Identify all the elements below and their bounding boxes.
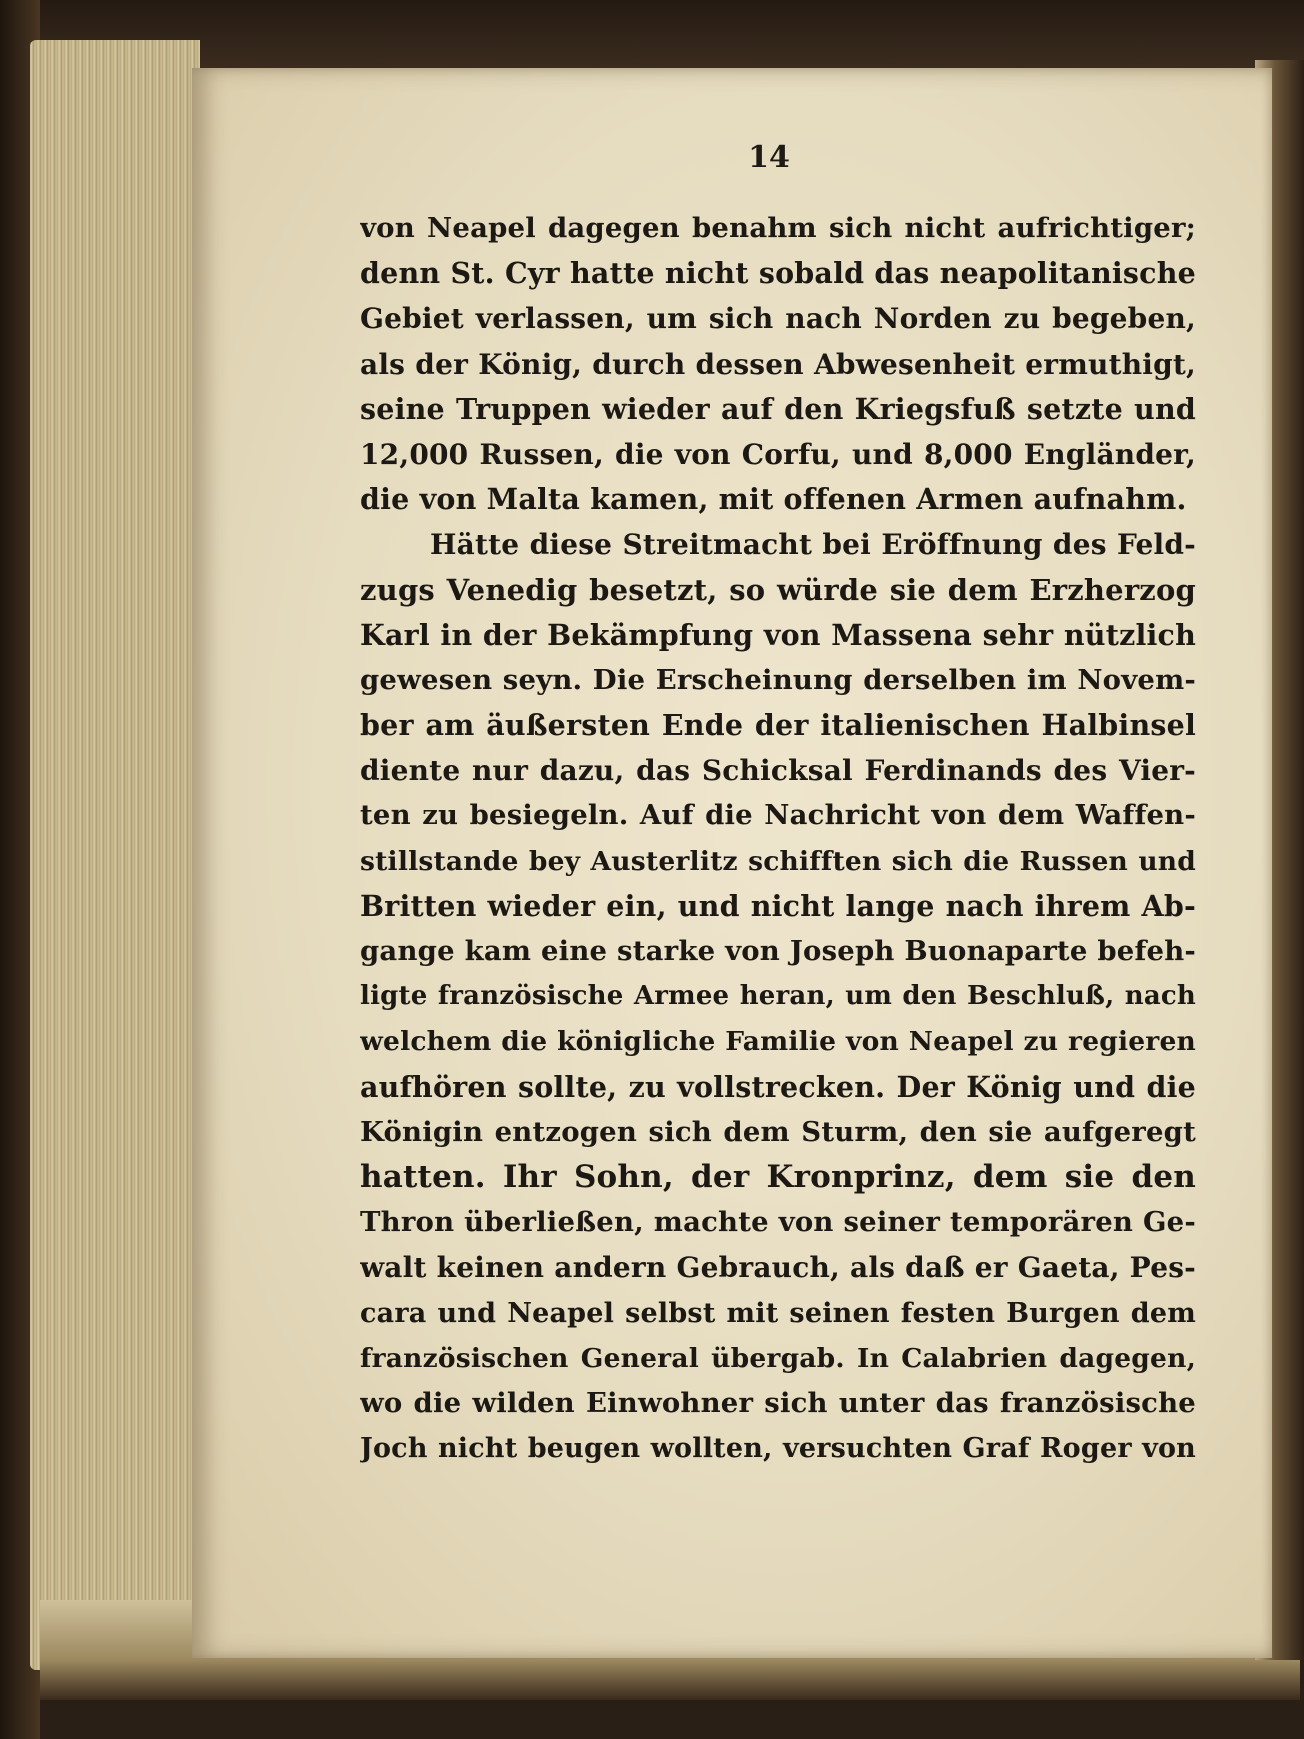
- text-line: zugs Venedig besetzt, so würde sie dem Erzherzog: [360, 572, 1196, 607]
- text-line: 12,000 Russen, die von Corfu, und 8,000 Engländer,: [360, 437, 1196, 471]
- text-line: ten zu besiegeln. Auf die Nachricht von dem Waffen-: [360, 799, 1196, 832]
- text-line: als der König, durch dessen Abwesenheit ermuthigt,: [360, 347, 1196, 381]
- text-line: Karl in der Bekämpfung von Massena sehr nützlich: [360, 617, 1196, 652]
- text-line: ber am äußersten Ende der italienischen Halbinsel: [360, 708, 1196, 743]
- text-line: denn St. Cyr hatte nicht sobald das neapolitanische: [360, 256, 1196, 291]
- text-line: cara und Neapel selbst mit seinen festen Burgen dem: [360, 1297, 1196, 1329]
- text-line: walt keinen andern Gebrauch, als daß er Gaeta, Pes-: [360, 1251, 1196, 1285]
- text-line: gange kam eine starke von Joseph Buonaparte befeh-: [360, 935, 1196, 967]
- text-line: Gebiet verlassen, um sich nach Norden zu begeben,: [360, 302, 1196, 336]
- text-line: Thron überließen, machte von seiner temporären Ge-: [360, 1206, 1196, 1239]
- body-text: [360, 206, 1196, 1471]
- page-edges-stack: [30, 40, 200, 1670]
- text-line: stillstande bey Austerlitz schifften sich die Russen und: [360, 845, 1196, 877]
- text-line: Joch nicht beugen wollten, versuchten Graf Roger von: [360, 1433, 1196, 1465]
- text-line: gewesen seyn. Die Erscheinung derselben im Novem-: [360, 663, 1196, 696]
- text-line: ligte französische Armee heran, um den Beschluß, nach: [360, 981, 1196, 1012]
- text-line: Königin entzogen sich dem Sturm, den sie aufgeregt: [360, 1115, 1196, 1148]
- text-line: aufhören sollte, zu vollstrecken. Der König und die: [360, 1069, 1196, 1104]
- text-line: die von Malta kamen, mit offenen Armen aufnahm.: [360, 482, 1187, 517]
- text-line: seine Truppen wieder auf den Kriegsfuß setzte und: [360, 391, 1196, 426]
- text-line: wo die wilden Einwohner sich unter das französische: [360, 1386, 1196, 1419]
- text-line: französischen General übergab. In Calabrien dagegen,: [360, 1342, 1196, 1374]
- text-line: Hätte diese Streitmacht bei Eröffnung des Feld-: [430, 528, 1196, 562]
- text-line: von Neapel dagegen benahm sich nicht aufrichtiger;: [360, 212, 1196, 244]
- page-number: 14: [748, 140, 790, 175]
- text-line: welchem die königliche Familie von Neapel zu regieren: [360, 1026, 1196, 1058]
- text-line: diente nur dazu, das Schicksal Ferdinands des Vier-: [360, 754, 1196, 788]
- text-line: Britten wieder ein, und nicht lange nach ihrem Ab-: [360, 888, 1196, 923]
- text-line: hatten. Ihr Sohn, der Kronprinz, dem sie den: [360, 1158, 1196, 1195]
